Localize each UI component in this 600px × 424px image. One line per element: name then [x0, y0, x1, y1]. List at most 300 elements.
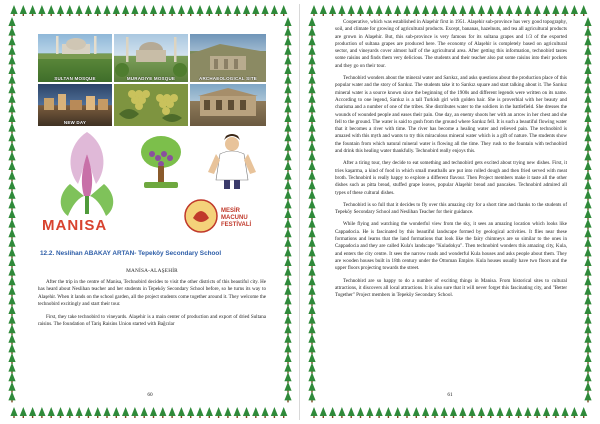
tree-icon	[562, 5, 569, 16]
tree-icon	[284, 391, 291, 402]
tree-icon	[584, 295, 591, 306]
tree-icon	[131, 407, 138, 418]
tree-icon	[308, 353, 315, 364]
tree-icon	[584, 324, 591, 335]
festival-logo	[183, 186, 267, 242]
right-paragraph-3: After a tiring tour, they decide to eat something and technobird gets excited about trying new dishes. First, it tries kaşarma, a kind of food in which small meatballs are put into rolled dough and then fried served with meat broth. Technobird is really happy to explore a different flavour. Then Project members make it taste all the other dishes such as pitta bread, stuffed grape leaves, popular Alaşehir bread and pancakes. Technobird admired all types of these cultural dishes.	[335, 160, 567, 196]
tree-icon	[584, 94, 591, 105]
muradiye-mosque-photo	[114, 34, 188, 82]
tree-icon	[141, 5, 148, 16]
tree-icon	[85, 5, 92, 16]
tree-icon	[308, 219, 315, 230]
tree-icon	[584, 36, 591, 47]
tree-icon	[308, 27, 315, 38]
tree-icon	[29, 5, 36, 16]
tree-icon	[552, 5, 559, 16]
tree-icon	[150, 407, 157, 418]
tree-icon	[94, 407, 101, 418]
tree-icon	[196, 407, 203, 418]
collage-caption-2: MURADIYE MOSQUE	[126, 76, 176, 81]
city-view-photo	[38, 84, 112, 126]
tree-icon	[271, 5, 278, 16]
tree-icon	[584, 372, 591, 383]
tree-icon	[8, 228, 15, 239]
tree-icon	[584, 84, 591, 95]
tree-icon	[8, 363, 15, 374]
tree-icon	[584, 199, 591, 210]
tree-icon	[284, 103, 291, 114]
tree-icon	[413, 5, 420, 16]
tree-icon	[187, 5, 194, 16]
tree-icon	[584, 103, 591, 114]
tree-icon	[20, 5, 27, 16]
tree-icon	[308, 315, 315, 326]
tree-icon	[76, 407, 83, 418]
tree-icon	[85, 407, 92, 418]
left-paragraph-1: After the trip in the centre of Manisa, Technobird decides to visit the other districts of this beautiful city. He has heard about Neslihan teacher and her students in Tepeköy Secondary School before, so he turns its way to Alaşehir. When it lands on the school garden, all the project students come together around it. They welcome the technobird excitingly and start their tour.	[38, 279, 266, 307]
tree-icon	[469, 5, 476, 16]
tree-icon	[496, 5, 503, 16]
tree-icon	[584, 353, 591, 364]
tree-icon	[284, 238, 291, 249]
tree-icon	[308, 151, 315, 162]
tree-icon	[8, 382, 15, 393]
tree-icon	[584, 267, 591, 278]
tree-icon	[122, 407, 129, 418]
tree-icon	[284, 161, 291, 172]
tree-icon	[308, 334, 315, 345]
tree-icon	[284, 343, 291, 354]
tree-icon	[394, 407, 401, 418]
tree-icon	[252, 407, 259, 418]
tree-icon	[308, 171, 315, 182]
tree-icon	[308, 142, 315, 153]
tree-icon	[284, 324, 291, 335]
tree-icon	[8, 315, 15, 326]
tree-icon	[122, 5, 129, 16]
tree-icon	[284, 334, 291, 345]
tree-icon	[459, 5, 466, 16]
tree-icon	[284, 17, 291, 28]
collage-caption-3: ARCHAEOLOGICAL SITE	[199, 76, 257, 81]
tree-icon	[8, 295, 15, 306]
tree-icon	[8, 372, 15, 383]
page-number-left: 60	[147, 392, 153, 398]
tree-icon	[308, 94, 315, 105]
tree-icon	[403, 5, 410, 16]
tree-icon	[338, 407, 345, 418]
tree-icon	[284, 46, 291, 57]
tree-icon	[310, 5, 317, 16]
tree-icon	[348, 407, 355, 418]
tree-icon	[459, 407, 466, 418]
tree-icon	[584, 65, 591, 76]
tree-icon	[38, 5, 45, 16]
tree-icon	[441, 407, 448, 418]
tree-icon	[584, 123, 591, 134]
tree-icon	[8, 180, 15, 191]
tree-icon	[8, 171, 15, 182]
tree-icon	[308, 228, 315, 239]
tree-icon	[284, 84, 291, 95]
tree-icon	[131, 5, 138, 16]
tree-icon	[515, 407, 522, 418]
tree-icon	[308, 305, 315, 316]
photo-collage	[38, 34, 266, 240]
tree-icon	[284, 276, 291, 287]
right-paragraph-5: While flying and watching the wonderful view from the sky, it sees an amazing location which looks like Cappadocia. He is fascinated by this beautiful landscape formed by geological activities. It flies near these formations and learns that the land formations that look like the fairy chimneys are so similar to the ones in Cappadocia and they are called Kula's landscape "Kuladokya". Then technobird wonders this amazing city, Kula, and enters the city centre. It sees the narrow roads and wonderful Kula houses and asks people about them. They are wooden houses built in 18th century under the Ottoman Empire. Kula houses usually have two floors and the upper floors projecting towards the street.	[335, 221, 567, 272]
tree-icon	[284, 315, 291, 326]
tree-icon	[534, 5, 541, 16]
tree-icon	[543, 407, 550, 418]
tree-icon	[284, 171, 291, 182]
tree-icon	[8, 132, 15, 143]
tree-icon	[57, 407, 64, 418]
tree-icon	[584, 228, 591, 239]
tree-icon	[308, 267, 315, 278]
tree-icon	[8, 219, 15, 230]
tree-icon	[584, 247, 591, 258]
tree-icon	[348, 5, 355, 16]
grapes-photo	[114, 84, 188, 126]
tree-icon	[178, 5, 185, 16]
left-paragraph-2: First, they take technobird to vineyards. Alaşehir is a main center of production and export of dried Sultana raisins. The foundation of Tariş Raisins Union started with Bağcılar	[38, 314, 266, 328]
right-paragraph-6: Technobird are so happy to do a number of exciting things in Manisa. From historical sites to cultural attractions, it discovers all local attractions. It is also sure that it will never forget this fascinating city, and "Better Together" Project members in Tepeköy Secondary School.	[335, 277, 567, 299]
tree-icon	[8, 267, 15, 278]
tree-icon	[284, 55, 291, 66]
tree-icon	[284, 247, 291, 258]
right-body-text	[335, 19, 567, 304]
tree-icon	[103, 5, 110, 16]
tree-icon	[284, 267, 291, 278]
tree-icon	[284, 228, 291, 239]
tree-icon	[394, 5, 401, 16]
tree-icon	[385, 5, 392, 16]
tree-icon	[308, 84, 315, 95]
tree-icon	[284, 199, 291, 210]
tree-icon	[243, 407, 250, 418]
tree-icon	[10, 5, 17, 16]
tree-icon	[284, 295, 291, 306]
tree-icon	[478, 407, 485, 418]
tree-icon	[584, 132, 591, 143]
tree-icon	[584, 171, 591, 182]
tree-icon	[584, 382, 591, 393]
right-paragraph-4: Technobird is so full that it decides to fly over this amazing city for a short time and thanks to the students of Tepeköy Secondary School and Neslihan Teacher for their guidance.	[335, 201, 567, 216]
tree-icon	[376, 407, 383, 418]
section-heading: 12.2. Neslihan ABAKAY ARTAN- Tepeköy Secondary School	[40, 250, 222, 257]
tree-icon	[8, 46, 15, 57]
tree-icon	[308, 55, 315, 66]
tree-icon	[159, 5, 166, 16]
tree-icon	[584, 276, 591, 287]
tree-icon	[308, 382, 315, 393]
tree-icon	[8, 36, 15, 47]
tree-icon	[94, 5, 101, 16]
tree-icon	[584, 209, 591, 220]
tree-icon	[308, 295, 315, 306]
tree-icon	[8, 305, 15, 316]
tree-icon	[308, 238, 315, 249]
tree-icon	[243, 5, 250, 16]
tree-icon	[284, 94, 291, 105]
grape-tree-illustration	[136, 134, 186, 190]
tree-icon	[271, 407, 278, 418]
tree-icon	[524, 5, 531, 16]
tree-icon	[206, 407, 213, 418]
tree-icon	[308, 199, 315, 210]
tree-icon	[584, 113, 591, 124]
tree-icon	[66, 5, 73, 16]
tree-icon	[571, 5, 578, 16]
tree-icon	[234, 407, 241, 418]
tree-icon	[76, 5, 83, 16]
festival-figure-illustration	[204, 134, 260, 190]
tree-icon	[284, 372, 291, 383]
right-page	[300, 0, 600, 424]
tree-icon	[571, 407, 578, 418]
collage-caption-1: SULTAN MOSQUE	[54, 76, 96, 81]
tree-icon	[431, 5, 438, 16]
tree-icon	[422, 407, 429, 418]
tree-icon	[310, 407, 317, 418]
collage-caption-4: NEW DAY	[63, 120, 87, 125]
tree-icon	[584, 391, 591, 402]
tree-icon	[584, 363, 591, 374]
right-paragraph-2: Technobird wonders about the mineral water and Sarıkız, and asks questions about the production place of this popular water and the story of Sarıkız. The students take it to Sarıkız square and start talking about it. The Sarıkız mineral water is a source known since the beginning of the 1900s and different legends were written on its name. According to one legend, Sarıkız is a tall Turkish girl with golden hair. She is proverbial with her beauty and charisma and a number of one of the tribes. She distributes water to the soldiers in the battlefield. She dresses the wounds of wounded people and eases their pain. One day, an enemy shoots her with an arrow in her chest and she fell to the ground. The water is said to gush from the ground where Sarıkız fell. It is such a beautiful flowing water that it becomes a river with time. The river has become a healing water and relieved pain. The technobird is amazed with this myth and wants to try this miraculous mineral water which is a gift of nature. The students show the fountain from which natural mineral water is flowing all the time. They rush to the fountain with technobird and drink this healing water thankfully. Technobird really enjoys this.	[335, 75, 567, 155]
sultan-mosque-photo	[38, 34, 112, 82]
tree-icon	[8, 142, 15, 153]
tree-icon	[441, 5, 448, 16]
tree-icon	[284, 142, 291, 153]
tree-icon	[8, 65, 15, 76]
tree-icon	[215, 407, 222, 418]
tree-icon	[280, 407, 287, 418]
tree-icon	[284, 75, 291, 86]
tree-icon	[308, 363, 315, 374]
tree-icon	[284, 36, 291, 47]
tree-icon	[320, 407, 327, 418]
tree-icon	[308, 113, 315, 124]
tree-icon	[403, 407, 410, 418]
tree-icon	[187, 407, 194, 418]
tree-icon	[66, 407, 73, 418]
tree-icon	[169, 5, 176, 16]
tree-icon	[366, 407, 373, 418]
tree-icon	[584, 17, 591, 28]
tree-icon	[8, 276, 15, 287]
tree-icon	[584, 180, 591, 191]
tree-icon	[284, 209, 291, 220]
tree-icon	[206, 5, 213, 16]
tree-icon	[584, 343, 591, 354]
tree-icon	[284, 113, 291, 124]
tree-icon	[308, 180, 315, 191]
tree-icon	[308, 257, 315, 268]
tree-icon	[284, 190, 291, 201]
tree-icon	[308, 161, 315, 172]
tree-icon	[159, 407, 166, 418]
tree-icon	[469, 407, 476, 418]
tree-icon	[308, 324, 315, 335]
manisa-logo	[38, 124, 136, 242]
tree-icon	[38, 407, 45, 418]
tree-icon	[584, 75, 591, 86]
tree-icon	[308, 190, 315, 201]
tree-icon	[584, 257, 591, 268]
tree-icon	[308, 65, 315, 76]
tree-icon	[224, 407, 231, 418]
tree-icon	[308, 343, 315, 354]
tree-icon	[357, 407, 364, 418]
tree-icon	[8, 334, 15, 345]
tree-icon	[413, 407, 420, 418]
tree-icon	[280, 5, 287, 16]
tree-icon	[10, 407, 17, 418]
tree-icon	[284, 132, 291, 143]
tree-icon	[308, 209, 315, 220]
tree-icon	[8, 103, 15, 114]
tree-icon	[284, 353, 291, 364]
tree-icon	[113, 5, 120, 16]
tree-icon	[543, 5, 550, 16]
tree-icon	[8, 199, 15, 210]
tree-icon	[284, 65, 291, 76]
right-paragraph-1: Cooperative, which was established in Alaşehir first in 1951. Alaşehir sub-province has very good topography, soil, and climate for growing of agricultural products. Except, bananas, hazelnuts, and tea all agricultural products are grown in Alaşehir. But, this sub-province is very famous for its sultana grapes and 1/3 of the exported production of sultana grapes are produced here. The economy of Alaşehir is completely based on agricultural sector, and vineyards cover almost half of the agricultural area. After getting this information, technobird tastes some raisins and finds them very delicious. The students and their teacher also put some raisins into their pockets and they go on their tour.	[335, 19, 567, 69]
tree-icon	[150, 5, 157, 16]
tree-icon	[376, 5, 383, 16]
tree-icon	[284, 27, 291, 38]
tree-icon	[584, 161, 591, 172]
tree-icon	[8, 190, 15, 201]
tree-icon	[487, 5, 494, 16]
tree-icon	[284, 151, 291, 162]
tree-icon	[284, 363, 291, 374]
tree-icon	[357, 5, 364, 16]
tree-icon	[8, 247, 15, 258]
tree-icon	[252, 5, 259, 16]
tree-icon	[506, 407, 513, 418]
tree-icon	[8, 55, 15, 66]
tree-icon	[431, 407, 438, 418]
tree-icon	[8, 343, 15, 354]
tree-icon	[584, 142, 591, 153]
tree-icon	[308, 123, 315, 134]
tree-icon	[308, 132, 315, 143]
tree-icon	[48, 5, 55, 16]
tree-icon	[57, 5, 64, 16]
tree-icon	[224, 5, 231, 16]
tree-icon	[450, 5, 457, 16]
tree-icon	[8, 27, 15, 38]
tree-icon	[8, 84, 15, 95]
tree-icon	[338, 5, 345, 16]
tree-icon	[584, 305, 591, 316]
tree-icon	[584, 238, 591, 249]
tree-icon	[308, 286, 315, 297]
tree-icon	[534, 407, 541, 418]
tree-icon	[48, 407, 55, 418]
tree-icon	[487, 407, 494, 418]
tree-icon	[284, 286, 291, 297]
tree-icon	[320, 5, 327, 16]
tree-icon	[8, 209, 15, 220]
festival-logo-text: MESİR MACUNU FESTİVALİ	[221, 208, 252, 228]
tree-icon	[308, 75, 315, 86]
tree-icon	[262, 5, 269, 16]
tree-icon	[8, 75, 15, 86]
tree-icon	[506, 5, 513, 16]
tree-icon	[20, 407, 27, 418]
tree-icon	[8, 353, 15, 364]
tree-icon	[329, 407, 336, 418]
tree-icon	[562, 407, 569, 418]
tree-icon	[284, 382, 291, 393]
tree-icon	[262, 407, 269, 418]
tree-icon	[584, 315, 591, 326]
tree-icon	[366, 5, 373, 16]
tree-icon	[284, 219, 291, 230]
page-number-right: 61	[447, 392, 453, 398]
tree-icon	[308, 17, 315, 28]
tree-icon	[308, 391, 315, 402]
tree-icon	[284, 305, 291, 316]
city-heading: MANİSA-ALAŞEHİR	[126, 268, 178, 274]
tree-icon	[580, 407, 587, 418]
tree-icon	[308, 372, 315, 383]
tree-icon	[8, 391, 15, 402]
tree-icon	[113, 407, 120, 418]
left-body-text	[38, 268, 266, 335]
tree-icon	[580, 5, 587, 16]
tree-icon	[450, 407, 457, 418]
tree-icon	[284, 180, 291, 191]
tree-icon	[284, 123, 291, 134]
tree-icon	[422, 5, 429, 16]
tree-icon	[584, 55, 591, 66]
tree-icon	[515, 5, 522, 16]
tree-icon	[8, 123, 15, 134]
manisa-logo-text: MANISA	[42, 217, 108, 234]
tree-icon	[196, 5, 203, 16]
tree-icon	[385, 407, 392, 418]
tree-icon	[8, 161, 15, 172]
tree-icon	[8, 324, 15, 335]
tree-icon	[329, 5, 336, 16]
tree-icon	[308, 247, 315, 258]
tree-icon	[215, 5, 222, 16]
tree-icon	[8, 94, 15, 105]
tree-icon	[584, 151, 591, 162]
tree-icon	[552, 407, 559, 418]
tree-icon	[29, 407, 36, 418]
tree-icon	[234, 5, 241, 16]
tree-icon	[8, 238, 15, 249]
tree-icon	[8, 257, 15, 268]
tree-icon	[584, 46, 591, 57]
tree-icon	[8, 113, 15, 124]
tree-icon	[524, 407, 531, 418]
tree-icon	[103, 407, 110, 418]
tree-icon	[584, 334, 591, 345]
tree-icon	[308, 276, 315, 287]
tree-icon	[584, 27, 591, 38]
tree-icon	[308, 36, 315, 47]
tree-icon	[584, 286, 591, 297]
tree-icon	[308, 46, 315, 57]
tree-icon	[8, 286, 15, 297]
archaeological-site-photo	[190, 34, 266, 82]
